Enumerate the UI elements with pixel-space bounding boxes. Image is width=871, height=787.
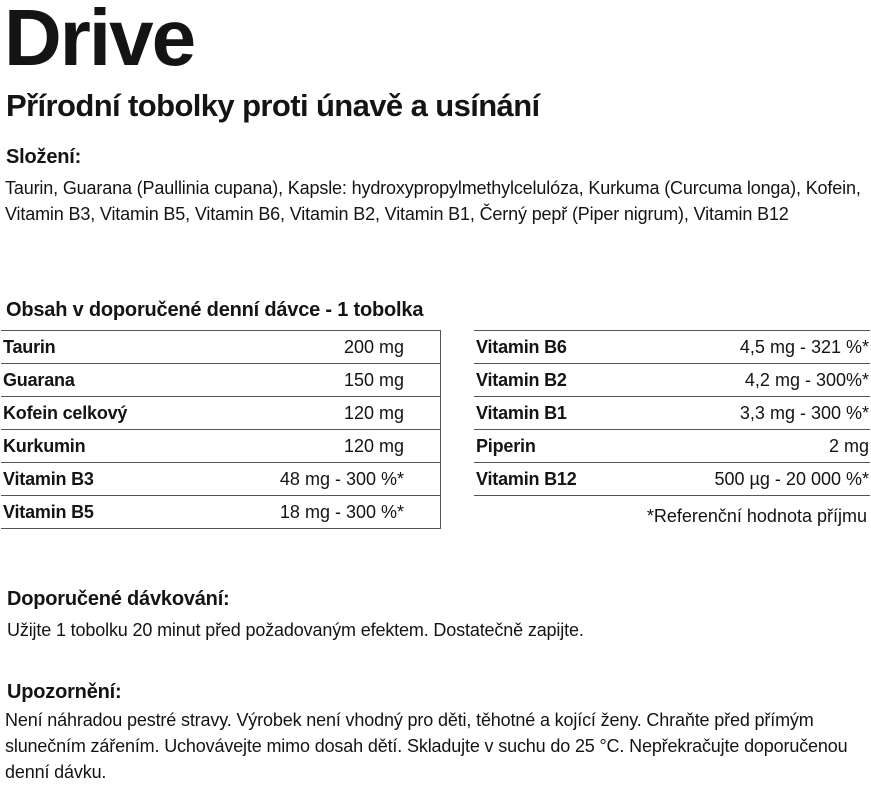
ingredient-value: 3,3 mg - 300 %* [632,397,870,430]
dosage-text: Užijte 1 tobolku 20 minut před požadovaným efektem. Dostatečně zapijte. [7,620,584,640]
table-row [1,364,441,397]
table-row [1,331,441,364]
ingredient-name: Taurin [1,331,195,364]
table-row [474,397,870,430]
ingredient-value: 120 mg [195,397,441,430]
table-row [1,430,441,463]
ingredient-value: 500 µg - 20 000 %* [632,463,870,496]
ingredient-name: Kofein celkový [1,397,195,430]
ingredient-name: Vitamin B5 [1,496,195,529]
warning-heading: Upozornění: [7,681,122,703]
ingredient-name: Kurkumin [1,430,195,463]
ingredient-value: 4,2 mg - 300%* [632,364,870,397]
table-row [474,364,870,397]
dosage-heading: Doporučené dávkování: [7,588,230,610]
table-row [1,463,441,496]
reference-footnote: *Referenční hodnota příjmu [646,506,867,526]
ingredient-value: 2 mg [632,430,870,463]
nutrition-table-right [474,330,870,496]
ingredient-value: 150 mg [195,364,441,397]
composition-text: Taurin, Guarana (Paullinia cupana), Kapsle: hydroxypropylmethylcelulóza, Kurkuma (Curcuma longa), Kofein, Vitamin B3, Vitamin B5, Vitamin B6, Vitamin B2, Vitamin B1, Černý pepř (Piper nigrum), Vitamin B12 [5,178,861,224]
ingredient-value: 18 mg - 300 %* [195,496,441,529]
daily-dose-heading: Obsah v doporučené denní dávce - 1 tobolka [6,299,424,321]
table-row [1,496,441,529]
table-row [474,331,870,364]
ingredient-value: 4,5 mg - 321 %* [632,331,870,364]
table-row [474,463,870,496]
ingredient-name: Vitamin B3 [1,463,195,496]
ingredient-name: Piperin [474,430,632,463]
ingredient-value: 48 mg - 300 %* [195,463,441,496]
ingredient-name: Guarana [1,364,195,397]
ingredient-value: 120 mg [195,430,441,463]
ingredient-name: Vitamin B1 [474,397,632,430]
nutrition-table-left [1,330,441,529]
product-subtitle: Přírodní tobolky proti únavě a usínání [6,88,540,123]
ingredient-value: 200 mg [195,331,441,364]
table-row [1,397,441,430]
table-row [474,430,870,463]
product-title: Drive [4,0,195,82]
warning-text: Není náhradou pestré stravy. Výrobek není vhodný pro děti, těhotné a kojící ženy. Chraňte před přímým slunečním zářením. Uchovávejte mimo dosah dětí. Skladujte v suchu do 25 °C. Nepřekračujte doporučenou denní dávku. [5,710,848,782]
ingredient-name: Vitamin B6 [474,331,632,364]
ingredient-name: Vitamin B12 [474,463,632,496]
ingredient-name: Vitamin B2 [474,364,632,397]
composition-heading: Složení: [6,146,82,168]
